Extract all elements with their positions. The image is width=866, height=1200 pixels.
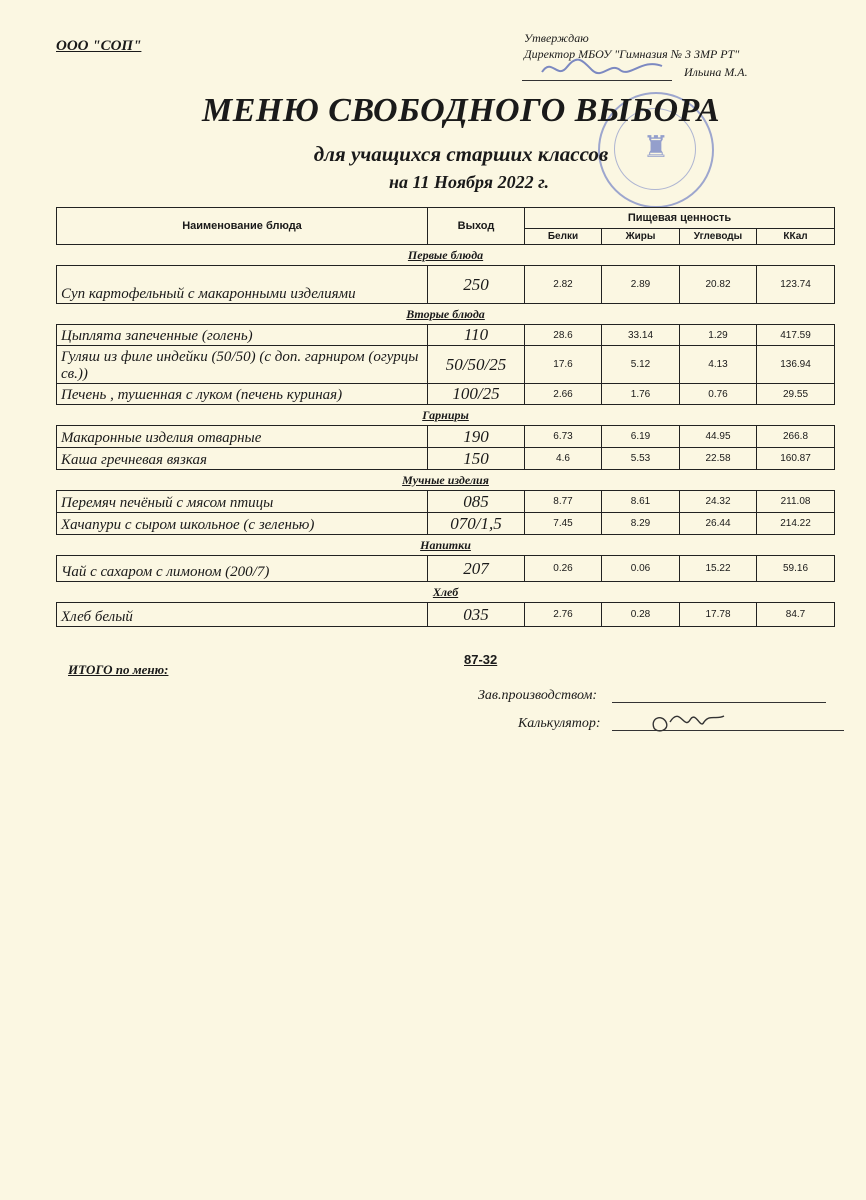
dish-kcal: 417.59 — [757, 325, 835, 346]
table-row — [57, 491, 835, 513]
dish-protein: 8.77 — [525, 491, 602, 513]
dish-fat: 2.89 — [602, 266, 680, 304]
dish-carbs: 20.82 — [680, 266, 757, 304]
dish-name: Суп картофельный с макаронными изделиями — [57, 266, 428, 304]
header-protein: Белки — [525, 228, 602, 244]
table-row — [57, 325, 835, 346]
section-row — [57, 405, 835, 426]
section-row — [57, 582, 835, 603]
dish-name: Хачапури с сыром школьное (с зеленью) — [57, 513, 428, 535]
section-title: Мучные изделия — [402, 472, 489, 487]
section-title: Гарниры — [422, 407, 469, 422]
dish-fat: 0.06 — [602, 556, 680, 582]
dish-yield: 190 — [428, 426, 525, 448]
section-title: Вторые блюда — [406, 306, 485, 321]
dish-name: Печень , тушенная с луком (печень куриная) — [57, 384, 428, 405]
section-row — [57, 304, 835, 325]
dish-yield: 207 — [428, 556, 525, 582]
dish-name: Перемяч печёный с мясом птицы — [57, 491, 428, 513]
dish-fat: 8.61 — [602, 491, 680, 513]
dish-fat: 5.53 — [602, 448, 680, 470]
table-row — [57, 603, 835, 627]
dish-fat: 5.12 — [602, 346, 680, 384]
dish-yield: 100/25 — [428, 384, 525, 405]
table-row — [57, 513, 835, 535]
section-title: Хлеб — [432, 584, 459, 599]
dish-fat: 0.28 — [602, 603, 680, 627]
dish-kcal: 136.94 — [757, 346, 835, 384]
table-row — [57, 426, 835, 448]
dish-protein: 28.6 — [525, 325, 602, 346]
production-manager-label: Зав.производством: — [478, 688, 598, 703]
menu-date: на 11 Ноября 2022 г. — [389, 172, 549, 192]
dish-carbs: 15.22 — [680, 556, 757, 582]
dish-carbs: 22.58 — [680, 448, 757, 470]
dish-carbs: 44.95 — [680, 426, 757, 448]
dish-kcal: 266.8 — [757, 426, 835, 448]
section-row — [57, 245, 835, 266]
dish-protein: 2.66 — [525, 384, 602, 405]
table-row — [57, 266, 835, 304]
table-row — [57, 556, 835, 582]
dish-kcal: 123.74 — [757, 266, 835, 304]
dish-kcal: 211.08 — [757, 491, 835, 513]
calculator-signature — [640, 700, 730, 740]
company-name: ООО "СОП" — [56, 38, 142, 54]
dish-carbs: 4.13 — [680, 346, 757, 384]
dish-protein: 17.6 — [525, 346, 602, 384]
dish-fat: 1.76 — [602, 384, 680, 405]
dish-name: Хлеб белый — [57, 603, 428, 627]
dish-kcal: 214.22 — [757, 513, 835, 535]
table-row — [57, 346, 835, 384]
table-row — [57, 384, 835, 405]
director-signature-line — [522, 80, 672, 81]
section-row — [57, 535, 835, 556]
dish-yield: 50/50/25 — [428, 346, 525, 384]
dish-yield: 070/1,5 — [428, 513, 525, 535]
dish-yield: 250 — [428, 266, 525, 304]
header-yield: Выход — [428, 208, 525, 245]
header-carbs: Углеводы — [680, 228, 757, 244]
total-label: ИТОГО по меню: — [68, 662, 169, 677]
dish-yield: 150 — [428, 448, 525, 470]
dish-kcal: 59.16 — [757, 556, 835, 582]
menu-table — [56, 207, 835, 627]
dish-name: Чай с сахаром с лимоном (200/7) — [57, 556, 428, 582]
dish-carbs: 1.29 — [680, 325, 757, 346]
dish-protein: 6.73 — [525, 426, 602, 448]
dish-protein: 2.82 — [525, 266, 602, 304]
section-row — [57, 470, 835, 491]
header-kcal: ККал — [757, 228, 835, 244]
dish-protein: 7.45 — [525, 513, 602, 535]
dish-name: Гуляш из филе индейки (50/50) (с доп. гарниром (огурцы св.)) — [57, 346, 428, 384]
stamp-emblem-icon: ♜ — [642, 131, 670, 164]
dish-kcal: 84.7 — [757, 603, 835, 627]
dish-kcal: 29.55 — [757, 384, 835, 405]
dish-name: Каша гречневая вязкая — [57, 448, 428, 470]
calculator-label: Калькулятор: — [518, 716, 601, 731]
approve-label: Утверждаю — [524, 31, 589, 45]
dish-kcal: 160.87 — [757, 448, 835, 470]
dish-yield: 110 — [428, 325, 525, 346]
page-title: МЕНЮ СВОБОДНОГО ВЫБОРА — [202, 92, 720, 129]
section-title: Первые блюда — [407, 247, 484, 262]
section-title: Напитки — [420, 537, 471, 552]
dish-carbs: 24.32 — [680, 491, 757, 513]
dish-fat: 33.14 — [602, 325, 680, 346]
table-row — [57, 448, 835, 470]
header-fat: Жиры — [602, 228, 680, 244]
dish-fat: 8.29 — [602, 513, 680, 535]
page-subtitle: для учащихся старших классов — [313, 142, 609, 166]
header-dish-name: Наименование блюда — [57, 208, 428, 245]
dish-name: Цыплята запеченные (голень) — [57, 325, 428, 346]
calculator-signature-line — [612, 730, 844, 731]
total-value: 87-32 — [464, 652, 498, 667]
menu-table-body — [57, 245, 835, 627]
dish-fat: 6.19 — [602, 426, 680, 448]
dish-carbs: 17.78 — [680, 603, 757, 627]
dish-yield: 035 — [428, 603, 525, 627]
dish-carbs: 0.76 — [680, 384, 757, 405]
dish-protein: 4.6 — [525, 448, 602, 470]
approve-name: Ильина М.А. — [684, 65, 748, 79]
dish-name: Макаронные изделия отварные — [57, 426, 428, 448]
dish-protein: 2.76 — [525, 603, 602, 627]
approve-position: Директор МБОУ "Гимназия № 3 ЗМР РТ" — [524, 47, 740, 61]
header-nutrition: Пищевая ценность — [525, 208, 835, 229]
dish-yield: 085 — [428, 491, 525, 513]
dish-carbs: 26.44 — [680, 513, 757, 535]
dish-protein: 0.26 — [525, 556, 602, 582]
